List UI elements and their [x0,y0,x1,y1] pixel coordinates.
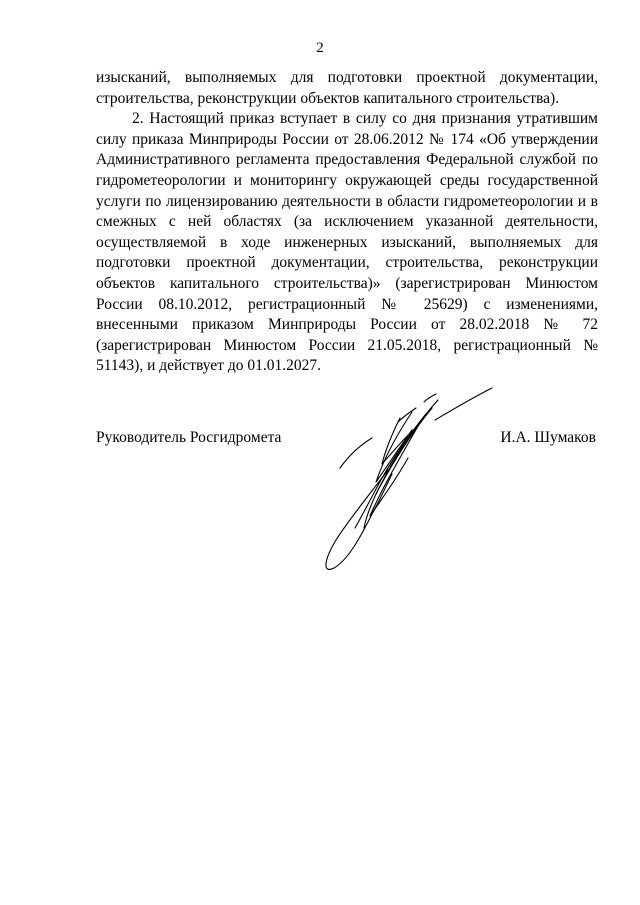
signer-name: И.А. Шумаков [500,429,596,446]
paragraph-2: 2. Настоящий приказ вступает в силу со дня признания утратившим силу приказа Минприроды России от 28.06.2012 № 174 «Об утверждении Административного регламента предоставления Федеральной службой по гидрометеорологии и мониторингу окружающей среды государственной услуги по лицензированию деятельности в области гидрометеорологии и в смежных с ней областях (за исключением указанной деятельности, осуществляемой в ходе инженерных изысканий, выполняемых для подготовки проектной документации, строительства, реконструкции объектов капитального строительства)» (зарегистрирован Минюстом России 08.10.2012, регистрационный № 25629) с изменениями, внесенными приказом Минприроды России от 28.02.2018 № 72 (зарегистрирован Минюстом России 21.05.2018, регистрационный № 51143), и действует до 01.01.2027. [96,110,598,375]
signer-position: Руководитель Росгидромета [96,429,282,446]
paragraph-continuation: изысканий, выполняемых для подготовки проектной документации, строительства, реконструкции объектов капитального строительства). [96,69,598,107]
page-number: 2 [316,40,324,56]
handwritten-signature-icon [300,378,510,578]
document-body [96,68,598,377]
